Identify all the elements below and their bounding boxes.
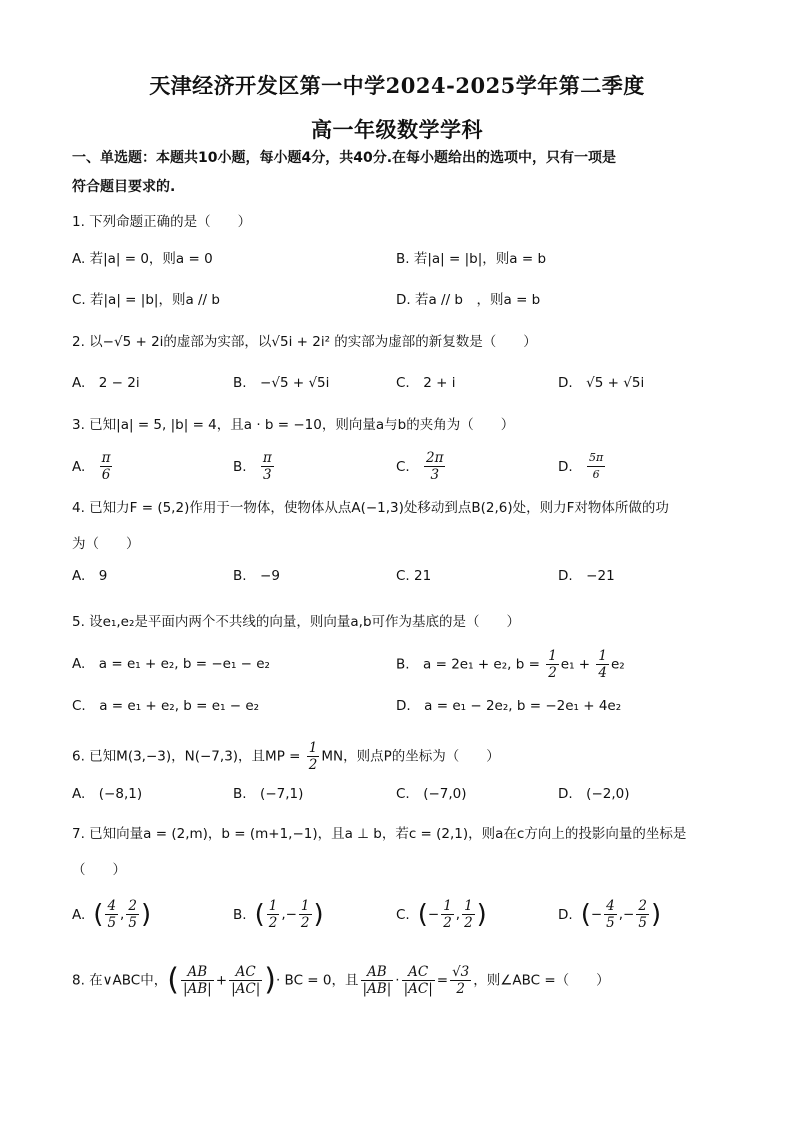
right-paren: ) xyxy=(650,899,662,930)
section-heading-line1: 一、单选题：本题共10小题，每小题4分，共40分.在每小题给出的选项中，只有一项是 xyxy=(72,150,617,166)
right-paren: ) xyxy=(476,899,487,930)
option-label: A. xyxy=(72,906,86,923)
numerator: 1 xyxy=(308,740,318,756)
fraction xyxy=(307,740,320,773)
right-paren: ) xyxy=(140,899,152,930)
right-paren: ) xyxy=(264,962,276,998)
option-label: A. xyxy=(72,458,86,475)
denominator: 5 xyxy=(606,915,615,931)
option-text: e₂ xyxy=(611,656,625,673)
numerator: √3 xyxy=(452,964,470,980)
numerator: AB xyxy=(361,964,394,981)
fraction xyxy=(441,898,454,931)
question-8-stem: 8. 在∨ABC中，( $\frac{AB}{|AB|}$ + $\frac{AC}{|AC|}$ )· BC = 0，且 $\frac{AB}{|AB|}$ · $\frac{AC}{|AC|}$ = $\frac{√3}{2}$ ，则∠ABC =（ ） xyxy=(72,962,610,998)
option-text: e₁ + xyxy=(560,656,595,673)
question-5-stem: 5. 设e₁,e₂是平面内两个不共线的向量，则向量a,b可作为基底的是（ ） xyxy=(72,614,521,630)
denominator: |AC| xyxy=(403,981,433,997)
question-4-stem-line1: 4. 已知力F = (5,2)作用于一物体，使物体从点A(−1,3)处移动到点B(2,6)处，则力F对物体所做的功 xyxy=(72,500,669,516)
numerator: 1 xyxy=(464,898,473,914)
fraction xyxy=(546,648,559,681)
numerator: 5π xyxy=(587,450,605,467)
numerator: 4 xyxy=(107,898,117,914)
question-2-stem: 2. 以−√5 + 2i的虚部为实部，以√5i + 2i² 的实部为虚部的新复数是（ ） xyxy=(72,334,537,350)
denominator: 2 xyxy=(308,757,318,773)
minus-sign: − xyxy=(623,906,635,923)
fraction xyxy=(267,898,280,931)
question-6-option-a: A. (−8,1) xyxy=(72,786,143,802)
option-label: C. xyxy=(396,458,410,475)
question-1-option-b: B. 若|a| = |b|，则a = b xyxy=(396,251,547,267)
denominator: |AB| xyxy=(182,981,212,997)
numerator: 1 xyxy=(300,898,310,914)
denominator: |AC| xyxy=(231,981,261,997)
section-heading xyxy=(72,144,732,202)
question-3-option-b xyxy=(233,450,276,483)
fraction xyxy=(636,898,649,931)
option-label: D. xyxy=(558,458,573,475)
denominator: 5 xyxy=(128,915,137,931)
numerator: 2π xyxy=(426,450,444,466)
left-paren: ( xyxy=(167,962,179,998)
question-5-option-c: C. a = e₁ + e₂, b = e₁ − e₂ xyxy=(72,698,260,714)
question-3-option-a xyxy=(72,450,114,483)
denominator: 3 xyxy=(430,467,440,483)
stem-text: 6. 已知M(3,−3)，N(−7,3)，且MP = xyxy=(72,748,305,765)
numerator: AB xyxy=(181,964,214,981)
fraction xyxy=(126,898,139,931)
numerator: 1 xyxy=(598,648,607,664)
question-2-option-c: C. 2 + i xyxy=(396,375,456,391)
denominator: 2 xyxy=(268,915,278,931)
question-5-option-d: D. a = e₁ − 2e₂, b = −2e₁ + 4e₂ xyxy=(396,698,622,714)
question-6-option-c: C. (−7,0) xyxy=(396,786,467,802)
numerator: π xyxy=(262,450,272,466)
exam-title-line2: 高一年级数学学科 xyxy=(311,117,483,142)
question-4-option-c: C. 21 xyxy=(396,568,432,584)
left-paren: ( xyxy=(93,899,104,930)
section-heading-line2: 符合题目要求的. xyxy=(72,179,176,195)
question-1-option-c: C. 若|a| = |b|，则a // b xyxy=(72,292,220,308)
question-2-option-a: A. 2 − 2i xyxy=(72,375,140,391)
numerator: 2 xyxy=(128,898,137,914)
option-label: C. xyxy=(396,906,410,923)
question-4-stem-line2: 为（ ） xyxy=(72,536,140,552)
denominator: 5 xyxy=(638,915,647,931)
denominator: 6 xyxy=(592,468,600,481)
minus-sign: − xyxy=(285,906,297,923)
left-paren: ( xyxy=(417,899,428,930)
option-label: B. xyxy=(233,458,247,475)
stem-text: · BC = 0，且 xyxy=(275,972,359,989)
fraction xyxy=(181,964,214,997)
question-1-option-d: D. 若a // b ，则a = b xyxy=(396,292,541,308)
fraction xyxy=(587,450,605,483)
question-7-option-a: A. ( $\frac{4}{5}$ , $\frac{2}{5}$ ) xyxy=(72,898,152,931)
fraction xyxy=(105,898,118,931)
stem-text: 8. 在∨ABC中， xyxy=(72,972,168,989)
stem-text: MN，则点P的坐标为（ ） xyxy=(321,748,500,765)
fraction xyxy=(229,964,262,997)
question-2-option-b: B. −√5 + √5i xyxy=(233,375,330,391)
fraction xyxy=(100,450,113,483)
question-7-stem-line2: （ ） xyxy=(72,862,126,878)
numerator: 1 xyxy=(268,898,278,914)
fraction xyxy=(299,898,312,931)
denominator: 2 xyxy=(300,915,310,931)
numerator: 1 xyxy=(548,648,557,664)
fraction xyxy=(261,450,274,483)
fraction xyxy=(361,964,394,997)
question-1-stem: 1. 下列命题正确的是（ ） xyxy=(72,214,252,230)
question-6-stem xyxy=(72,740,732,773)
fraction xyxy=(402,964,435,997)
right-paren: ) xyxy=(313,899,324,930)
question-4-option-a: A. 9 xyxy=(72,568,108,584)
denominator: 2 xyxy=(464,915,473,931)
question-7-option-c: C. (− $\frac{1}{2}$ , $\frac{1}{2}$ ) xyxy=(396,898,487,931)
denominator: 2 xyxy=(443,915,452,931)
minus-sign: − xyxy=(427,906,440,923)
stem-text: ，则∠ABC =（ ） xyxy=(473,972,610,989)
question-2-option-d: D. √5 + √5i xyxy=(558,375,645,391)
question-7-option-b: B. ( $\frac{1}{2}$ ,− $\frac{1}{2}$ ) xyxy=(233,898,324,931)
numerator: AC xyxy=(402,964,435,981)
denominator: 6 xyxy=(101,467,111,483)
denominator: |AB| xyxy=(362,981,392,997)
denominator: 3 xyxy=(263,467,272,483)
fraction xyxy=(450,964,471,997)
numerator: 4 xyxy=(606,898,615,914)
denominator: 2 xyxy=(456,981,465,997)
question-3-option-c xyxy=(396,450,447,483)
option-label: B. xyxy=(233,906,247,923)
question-6-option-d: D. (−2,0) xyxy=(558,786,630,802)
numerator: π xyxy=(101,450,111,466)
question-3-option-d xyxy=(558,450,607,483)
question-7-option-d: D. (− $\frac{4}{5}$ ,− $\frac{2}{5}$ ) xyxy=(558,898,662,931)
numerator: AC xyxy=(229,964,262,981)
question-5-option-a: A. a = e₁ + e₂, b = −e₁ − e₂ xyxy=(72,656,270,672)
left-paren: ( xyxy=(580,899,591,930)
question-3-stem: 3. 已知|a| = 5, |b| = 4，且a · b = −10，则向量a与b的夹角为（ ） xyxy=(72,417,515,433)
option-text: B. a = 2e₁ + e₂, b = xyxy=(396,656,545,673)
question-6-option-b: B. (−7,1) xyxy=(233,786,304,802)
left-paren: ( xyxy=(254,899,265,930)
exam-title-line1: 天津经济开发区第一中学2024-2025学年第二季度 xyxy=(149,73,645,98)
fraction xyxy=(596,648,609,681)
numerator: 2 xyxy=(638,898,647,914)
minus-sign: − xyxy=(590,906,603,923)
question-7-stem-line1: 7. 已知向量a = (2,m)，b = (m+1,−1)，且a ⊥ b，若c = (2,1)，则a在c方向上的投影向量的坐标是 xyxy=(72,826,687,842)
fraction xyxy=(462,898,475,931)
numerator: 1 xyxy=(443,898,452,914)
option-label: D. xyxy=(558,906,573,923)
fraction xyxy=(424,450,445,483)
question-4-option-b: B. −9 xyxy=(233,568,280,584)
question-5-option-b xyxy=(396,648,625,681)
denominator: 4 xyxy=(598,665,607,681)
question-1-option-a: A. 若|a| = 0，则a = 0 xyxy=(72,251,213,267)
fraction xyxy=(604,898,617,931)
denominator: 2 xyxy=(548,665,557,681)
denominator: 5 xyxy=(107,915,117,931)
question-4-option-d: D. −21 xyxy=(558,568,615,584)
